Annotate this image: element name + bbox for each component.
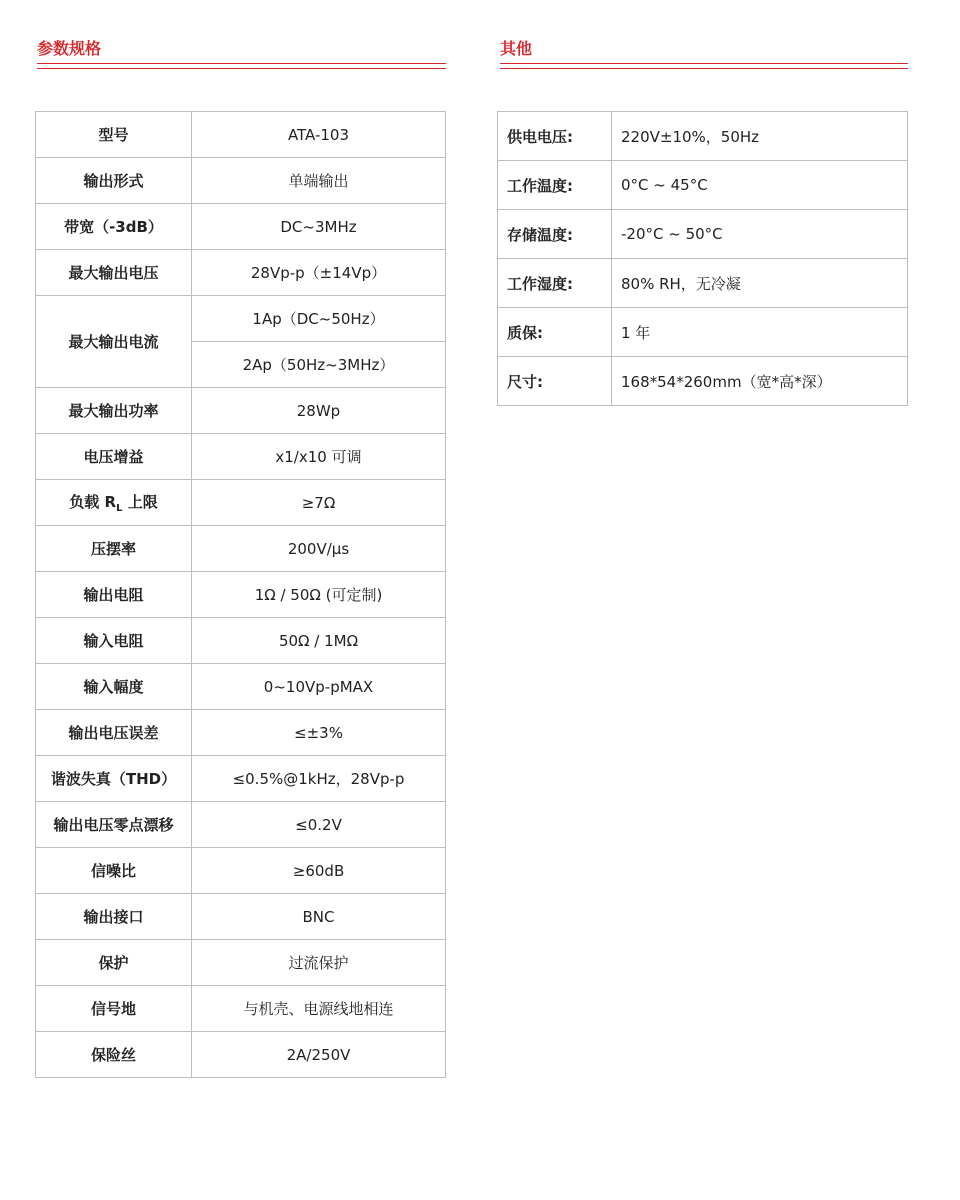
table-row — [36, 618, 446, 664]
other-value: 1 年 — [612, 308, 908, 357]
spec-key-text: 负载 R — [69, 493, 117, 511]
spec-key: 带宽（-3dB） — [36, 204, 192, 250]
spec-value: ATA-103 — [192, 112, 446, 158]
table-row — [36, 388, 446, 434]
table-row — [36, 434, 446, 480]
table-row — [36, 526, 446, 572]
spec-key: 最大输出电流 — [36, 296, 192, 388]
spec-key: 保险丝 — [36, 1032, 192, 1078]
spec-key: 输出电压误差 — [36, 710, 192, 756]
spec-key: 最大输出功率 — [36, 388, 192, 434]
spec-key: 保护 — [36, 940, 192, 986]
table-row — [36, 848, 446, 894]
other-key: 质保: — [498, 308, 612, 357]
title-rule — [500, 68, 908, 69]
spec-key: 输入幅度 — [36, 664, 192, 710]
other-value: 80% RH，无冷凝 — [612, 259, 908, 308]
table-row — [36, 112, 446, 158]
spec-key: 输出电压零点漂移 — [36, 802, 192, 848]
other-value: -20°C ~ 50°C — [612, 210, 908, 259]
table-row — [36, 250, 446, 296]
table-row — [36, 986, 446, 1032]
other-key: 供电电压: — [498, 112, 612, 161]
spec-key: 输出接口 — [36, 894, 192, 940]
other-value: 168*54*260mm（宽*高*深） — [612, 357, 908, 406]
table-row — [498, 161, 908, 210]
spec-value: 2Ap（50Hz~3MHz） — [192, 342, 446, 388]
table-row — [498, 308, 908, 357]
title-rule — [500, 63, 908, 64]
spec-value: DC~3MHz — [192, 204, 446, 250]
spec-value: 2A/250V — [192, 1032, 446, 1078]
spec-key: 输出电阻 — [36, 572, 192, 618]
spec-value: ≤0.2V — [192, 802, 446, 848]
spec-key-text: 上限 — [127, 493, 158, 511]
specs-table — [35, 111, 446, 1078]
spec-value: 1Ap（DC~50Hz） — [192, 296, 446, 342]
spec-value: BNC — [192, 894, 446, 940]
spec-value: 与机壳、电源线地相连 — [192, 986, 446, 1032]
other-key: 尺寸: — [498, 357, 612, 406]
spec-key: 压摆率 — [36, 526, 192, 572]
spec-value: 1Ω / 50Ω (可定制) — [192, 572, 446, 618]
spec-value: 200V/μs — [192, 526, 446, 572]
table-row — [498, 210, 908, 259]
table-row — [36, 480, 446, 526]
table-row — [36, 1032, 446, 1078]
spec-value: ≥60dB — [192, 848, 446, 894]
table-row — [36, 572, 446, 618]
spec-key: 输入电阻 — [36, 618, 192, 664]
spec-value: 28Wp — [192, 388, 446, 434]
spec-key: 输出形式 — [36, 158, 192, 204]
table-row — [36, 940, 446, 986]
spec-key: 型号 — [36, 112, 192, 158]
table-row — [36, 756, 446, 802]
table-row — [36, 664, 446, 710]
title-rule — [37, 63, 446, 64]
table-row — [36, 710, 446, 756]
table-row — [36, 204, 446, 250]
other-key: 工作温度: — [498, 161, 612, 210]
section-title-other: 其他 — [500, 39, 533, 58]
table-row — [36, 296, 446, 342]
table-row — [36, 158, 446, 204]
spec-value: 28Vp-p（±14Vp） — [192, 250, 446, 296]
spec-value: 0~10Vp-pMAX — [192, 664, 446, 710]
spec-key: 谐波失真（THD） — [36, 756, 192, 802]
spec-value: ≥7Ω — [192, 480, 446, 526]
spec-value: 50Ω / 1MΩ — [192, 618, 446, 664]
spec-value: x1/x10 可调 — [192, 434, 446, 480]
other-key: 工作湿度: — [498, 259, 612, 308]
spec-key: 信号地 — [36, 986, 192, 1032]
table-row — [498, 357, 908, 406]
table-row — [36, 802, 446, 848]
spec-value: 单端输出 — [192, 158, 446, 204]
other-value: 0°C ~ 45°C — [612, 161, 908, 210]
title-rule — [37, 68, 446, 69]
spec-key-subscript: L — [116, 503, 123, 514]
spec-key: 最大输出电压 — [36, 250, 192, 296]
other-table — [497, 111, 908, 406]
section-title-specs: 参数规格 — [37, 39, 102, 58]
table-row — [36, 894, 446, 940]
table-row — [498, 259, 908, 308]
spec-key — [36, 480, 192, 526]
other-value: 220V±10%，50Hz — [612, 112, 908, 161]
spec-value: 过流保护 — [192, 940, 446, 986]
spec-key: 信噪比 — [36, 848, 192, 894]
spec-value: ≤0.5%@1kHz，28Vp-p — [192, 756, 446, 802]
other-key: 存储温度: — [498, 210, 612, 259]
table-row — [498, 112, 908, 161]
spec-value: ≤±3% — [192, 710, 446, 756]
spec-key: 电压增益 — [36, 434, 192, 480]
